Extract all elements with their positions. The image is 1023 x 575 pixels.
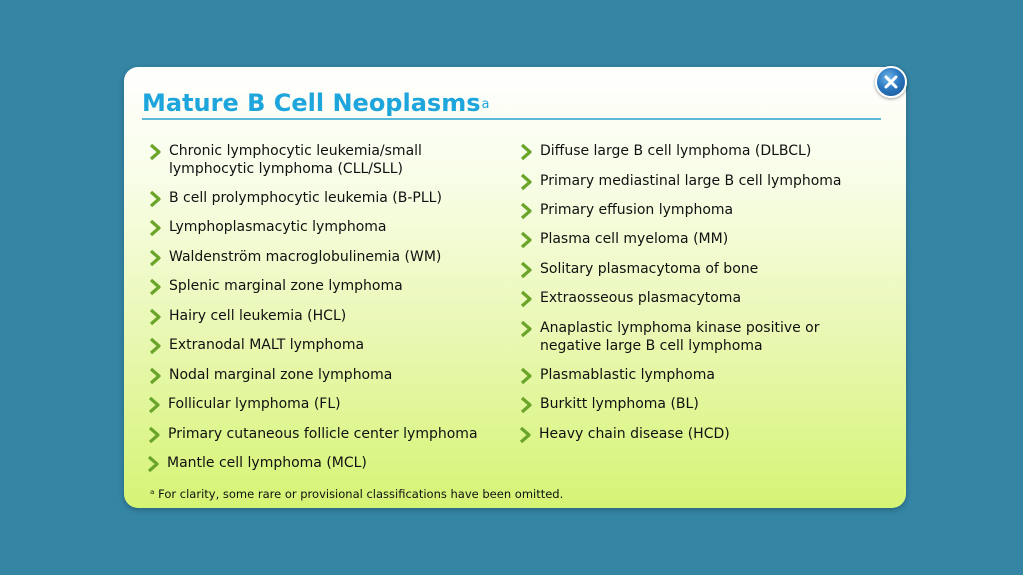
chevron-right-icon	[518, 426, 532, 444]
title-divider	[142, 118, 881, 120]
page-title	[142, 88, 489, 118]
chevron-right-icon	[148, 249, 162, 267]
chevron-right-icon	[146, 455, 160, 473]
chevron-right-icon	[519, 231, 533, 249]
close-button[interactable]	[875, 66, 907, 98]
chevron-right-icon	[519, 320, 533, 338]
chevron-right-icon	[148, 219, 162, 237]
close-icon	[883, 74, 899, 90]
chevron-right-icon	[148, 278, 162, 296]
title-text: Mature B Cell Neoplasms	[142, 89, 481, 117]
chevron-right-icon	[519, 367, 533, 385]
chevron-right-icon	[519, 396, 533, 414]
footnote: ᵃ For clarity, some rare or provisional classifications have been omitted.	[150, 487, 564, 501]
chevron-right-icon	[519, 202, 533, 220]
chevron-right-icon	[519, 173, 533, 191]
chevron-right-icon	[148, 367, 162, 385]
chevron-right-icon	[148, 337, 162, 355]
title-footnote-marker: a	[481, 97, 490, 112]
chevron-right-icon	[519, 261, 533, 279]
chevron-right-icon	[519, 290, 533, 308]
chevron-right-icon	[519, 143, 533, 161]
chevron-right-icon	[148, 190, 162, 208]
chevron-right-icon	[147, 426, 161, 444]
chevron-right-icon	[148, 143, 162, 161]
chevron-right-icon	[148, 308, 162, 326]
chevron-right-icon	[147, 396, 161, 414]
